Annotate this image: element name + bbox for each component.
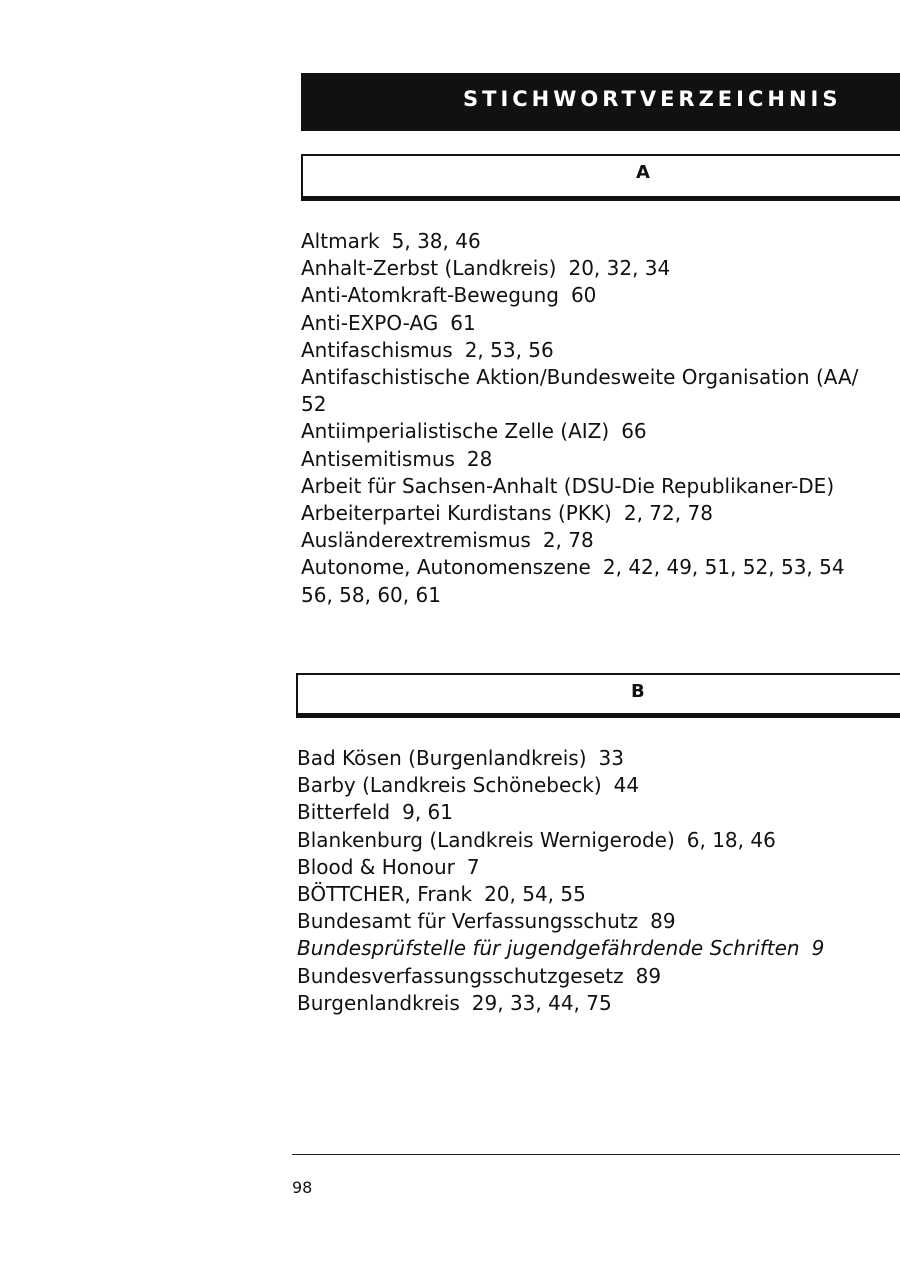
index-list-a bbox=[301, 228, 858, 609]
index-title-bar bbox=[301, 73, 900, 131]
entry-term: Barby (Landkreis Schönebeck) bbox=[297, 773, 602, 798]
entry-pages: 60 bbox=[570, 283, 597, 308]
index-entry bbox=[301, 310, 858, 337]
entry-term: Ausländerextremismus bbox=[301, 528, 531, 553]
entry-pages: 20, 54, 55 bbox=[484, 882, 586, 907]
index-entry bbox=[297, 772, 824, 799]
entry-pages: 44 bbox=[613, 773, 640, 798]
entry-term: Arbeiterpartei Kurdistans (PKK) bbox=[301, 501, 612, 526]
index-entry bbox=[301, 364, 858, 418]
index-entry bbox=[297, 881, 824, 908]
index-list-b bbox=[297, 745, 824, 1017]
entry-term: Blood & Honour bbox=[297, 854, 455, 879]
entry-term: Bad Kösen (Burgenlandkreis) bbox=[297, 746, 587, 770]
index-entry bbox=[301, 228, 858, 255]
entry-pages: 20, 32, 34 bbox=[568, 256, 671, 281]
index-entry bbox=[297, 963, 824, 990]
entry-term: Antiimperialistische Zelle (AIZ) bbox=[301, 419, 610, 444]
index-entry bbox=[301, 473, 858, 500]
index-entry bbox=[301, 500, 858, 527]
entry-term: Bundesamt für Verfassungsschutz bbox=[297, 909, 639, 934]
entry-term: Antifaschismus bbox=[301, 337, 453, 362]
index-entry bbox=[297, 854, 824, 881]
entry-pages: 33 bbox=[598, 746, 624, 770]
entry-pages: 28 bbox=[466, 446, 493, 471]
entry-term: Altmark bbox=[301, 229, 380, 253]
entry-pages: 5, 38, 46 bbox=[391, 229, 481, 253]
index-entry bbox=[297, 799, 824, 826]
entry-term: Bundesverfassungsschutzgesetz bbox=[297, 963, 624, 988]
index-entry bbox=[297, 935, 824, 962]
entry-term: BÖTTCHER, Frank bbox=[297, 882, 473, 907]
entry-pages: 6, 18, 46 bbox=[686, 827, 776, 852]
entry-pages: 89 bbox=[635, 963, 662, 988]
section-letter: B bbox=[631, 681, 645, 702]
entry-term: Anti-Atomkraft-Bewegung bbox=[301, 283, 559, 308]
index-entry bbox=[301, 418, 858, 445]
entry-pages: 2, 72, 78 bbox=[623, 501, 713, 526]
entry-pages: 29, 33, 44, 75 bbox=[471, 990, 612, 1015]
entry-term: Bundesprüfstelle für jugendgefährdende Schriften bbox=[297, 936, 800, 961]
entry-term: Antifaschistische Aktion/Bundesweite Organisation (AA/ bbox=[301, 365, 859, 390]
index-entry bbox=[297, 827, 824, 854]
section-header-a bbox=[301, 154, 900, 201]
section-header-b bbox=[296, 673, 900, 718]
entry-pages: 89 bbox=[650, 909, 676, 934]
index-entry bbox=[301, 255, 858, 282]
entry-pages: 2, 53, 56 bbox=[464, 337, 554, 362]
index-entry bbox=[301, 527, 858, 554]
footer-divider bbox=[292, 1154, 900, 1155]
index-title: STICHWORTVERZEICHNIS bbox=[463, 87, 842, 111]
entry-term: Bitterfeld bbox=[297, 800, 391, 825]
index-entry bbox=[297, 990, 824, 1017]
page-number: 98 bbox=[292, 1178, 313, 1197]
entry-term: Anti-EXPO-AG bbox=[301, 310, 439, 335]
entry-term: Autonome, Autonomenszene bbox=[301, 555, 591, 580]
entry-pages: 66 bbox=[621, 419, 647, 444]
index-entry bbox=[297, 908, 824, 935]
section-letter: A bbox=[636, 162, 650, 183]
entry-pages: 2, 42, 49, 51, 52, 53, 54 bbox=[602, 555, 845, 580]
entry-pages: 61 bbox=[450, 310, 476, 335]
entry-pages: 7 bbox=[466, 854, 480, 879]
entry-pages: 9, 61 bbox=[402, 800, 453, 825]
entry-term: Arbeit für Sachsen-Anhalt (DSU-Die Republikaner-DE) bbox=[301, 473, 835, 498]
index-entry bbox=[301, 446, 858, 473]
index-entry bbox=[301, 554, 858, 608]
entry-pages-continuation: 52 bbox=[301, 392, 327, 417]
entry-pages: 9 bbox=[811, 936, 825, 961]
entry-term: Anhalt-Zerbst (Landkreis) bbox=[301, 256, 557, 281]
entry-term: Burgenlandkreis bbox=[297, 990, 460, 1015]
index-entry bbox=[297, 745, 824, 772]
entry-term: Antisemitismus bbox=[301, 446, 455, 471]
entry-term: Blankenburg (Landkreis Wernigerode) bbox=[297, 827, 675, 852]
index-entry bbox=[301, 282, 858, 309]
index-entry bbox=[301, 337, 858, 364]
entry-pages: 2, 78 bbox=[542, 528, 594, 553]
entry-pages-continuation: 56, 58, 60, 61 bbox=[301, 582, 441, 607]
